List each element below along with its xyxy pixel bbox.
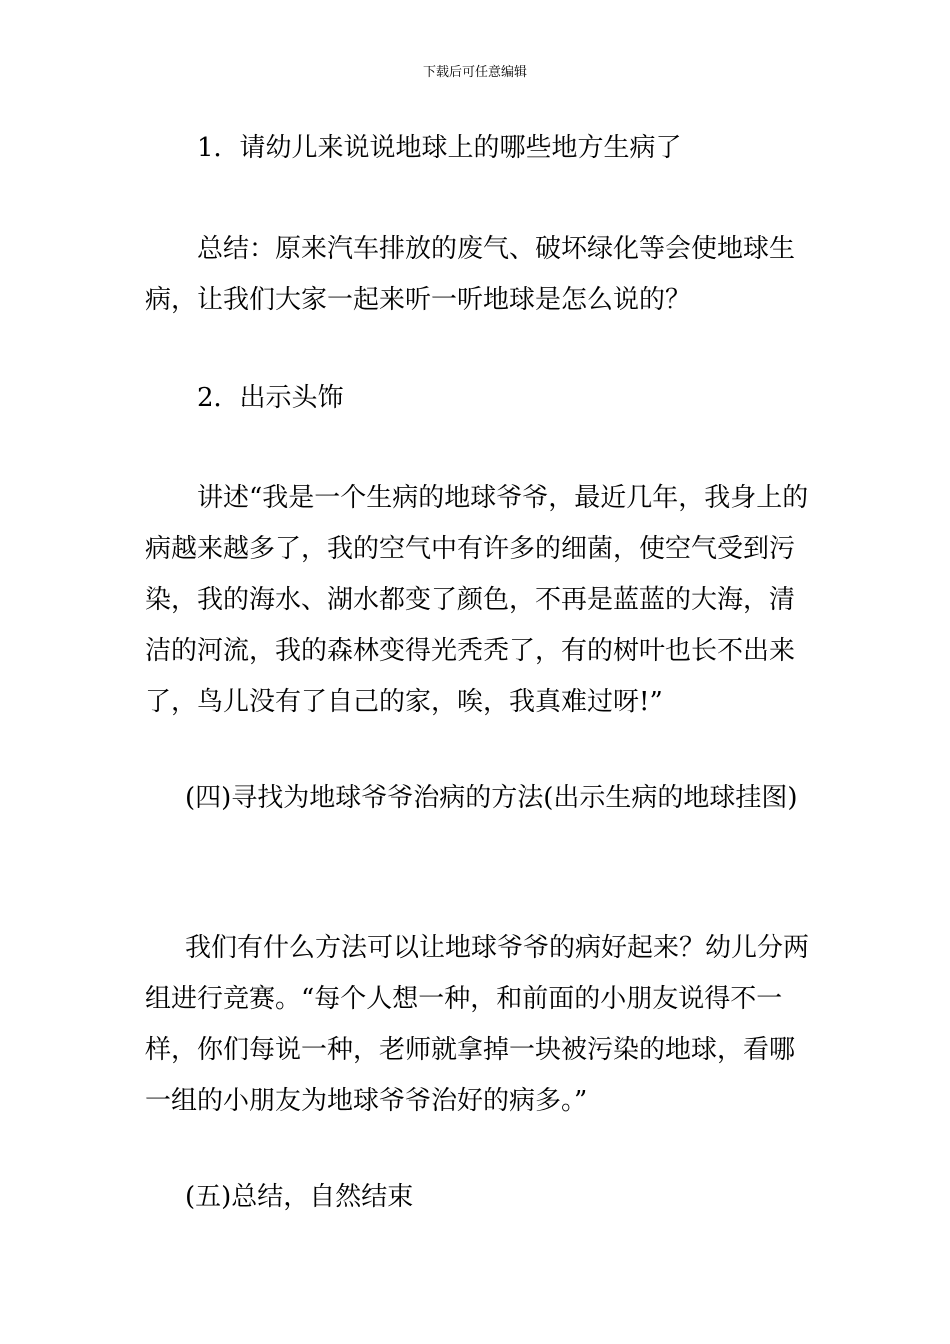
paragraph-narration: 讲述“我是一个生病的地球爷爷，最近几年，我身上的病越来越多了，我的空气中有许多的细菌，使空气受到污染，我的海水、湖水都变了颜色，不再是蓝蓝的大海，清洁的河流，我的森林变得光秃秃了，有的树叶也长不出来了，鸟儿没有了自己的家，唉，我真难过呀!” [145, 483, 809, 717]
paragraph-summary: 总结：原来汽车排放的废气、破坏绿化等会使地球生病，让我们大家一起来听一听地球是怎么说的？ [145, 234, 796, 315]
page-header: 下载后可任意编辑 [422, 65, 527, 80]
paragraph-item-2: 2．出示头饰 [197, 383, 344, 413]
paragraph-section-5: (五)总结，自然结束 [185, 1182, 414, 1212]
paragraph-competition: 我们有什么方法可以让地球爷爷的病好起来？幼儿分两组进行竞赛。“每个人想一种，和前面的小朋友说得不一样，你们每说一种，老师就拿掉一块被污染的地球，看哪一组的小朋友为地球爷爷治好的病多。” [145, 933, 810, 1116]
paragraph-item-1: 1．请幼儿来说说地球上的哪些地方生病了 [197, 133, 682, 163]
paragraph-section-4: (四)寻找为地球爷爷治病的方法(出示生病的地球挂图) [185, 783, 798, 813]
